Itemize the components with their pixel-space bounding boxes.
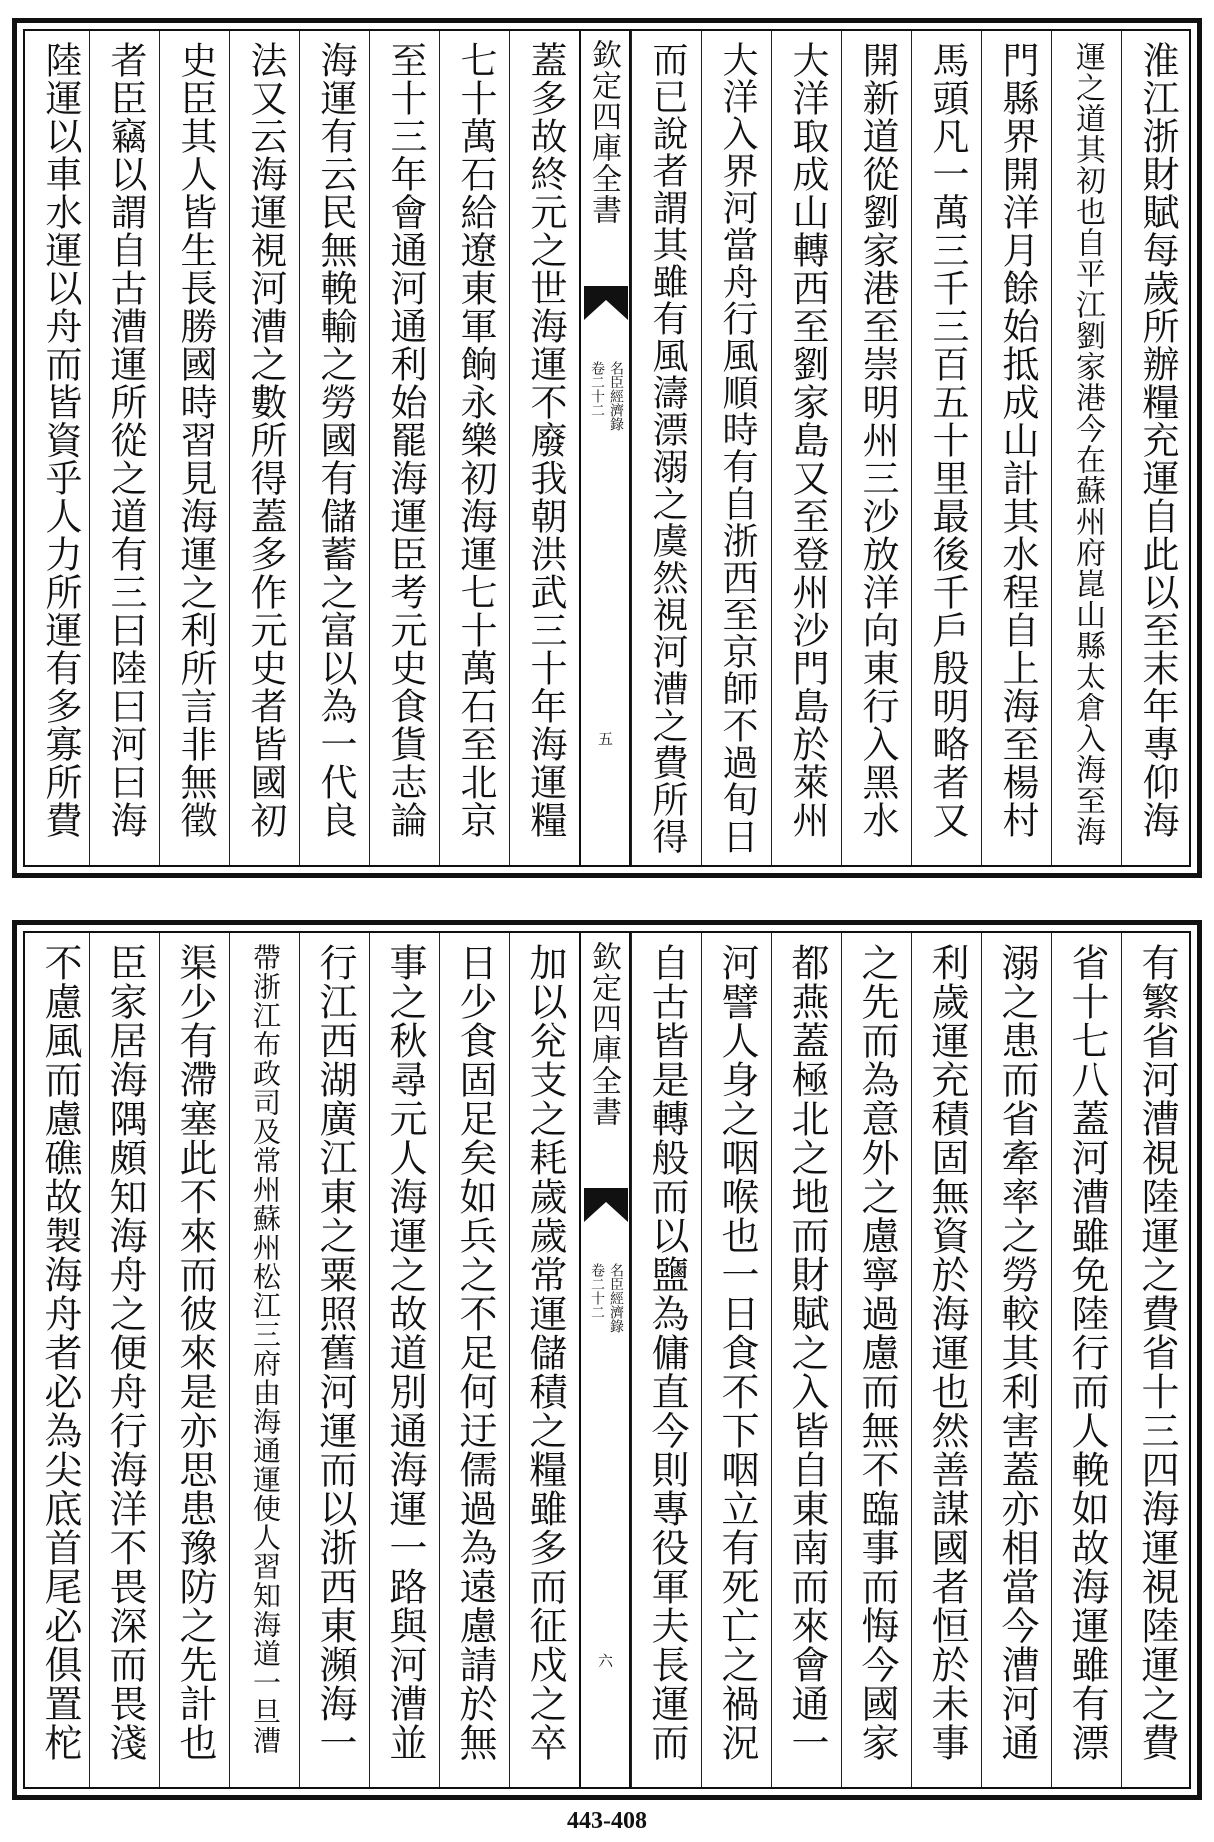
text-column: 法又云海運視河漕之數所得蓋多作元史者皆國初	[229, 31, 299, 865]
text-column: 省十七八蓋河漕雖免陸行而人輓如故海運雖有漂	[1051, 933, 1121, 1787]
volume-number: 卷二十二	[589, 1263, 605, 1319]
text-column: 自古皆是轉般而以鹽為傭直今則專役軍夫長運而	[631, 933, 701, 1787]
text-column: 運之道其初也自平江劉家港今在蘇州府崑山縣太倉入海至海	[1051, 31, 1121, 865]
center-gutter	[579, 933, 631, 1787]
text-column: 大洋入界河當舟行風順時有自浙西至京師不過旬日	[701, 31, 771, 865]
bottom-page-frame	[23, 931, 1191, 1789]
text-column: 渠少有滯塞此不來而彼來是亦思患豫防之先計也	[159, 933, 229, 1787]
text-column: 都燕蓋極北之地而財賦之入皆自東南而來會通一	[771, 933, 841, 1787]
text-column: 臣家居海隅頗知海舟之便舟行海洋不畏深而畏淺	[89, 933, 159, 1787]
text-column: 淮江浙財賦每歲所辦糧充運自此以至末年專仰海	[1121, 31, 1191, 865]
text-column: 利歲運充積固無資於海運也然善謀國者恒於未事	[911, 933, 981, 1787]
top-page-frame	[23, 29, 1191, 867]
text-column: 開新道從劉家港至崇明州三沙放洋向東行入黑水	[841, 31, 911, 865]
text-column: 海運有云民無輓輸之勞國有儲蓄之富以為一代良	[299, 31, 369, 865]
page-number: 六	[596, 1653, 614, 1668]
center-gutter	[579, 31, 631, 865]
page-footer-number: 443-408	[567, 1808, 647, 1834]
page-number: 五	[596, 731, 614, 746]
section-title: 名臣經濟錄	[608, 1263, 624, 1333]
text-column: 至十三年會通河通利始罷海運臣考元史食貨志論	[369, 31, 439, 865]
text-column: 蓋多故終元之世海運不廢我朝洪武三十年海運糧	[509, 31, 579, 865]
text-column: 者臣竊以謂自古漕運所從之道有三曰陸曰河曰海	[89, 31, 159, 865]
text-column: 門縣界開洋月餘始抵成山計其水程自上海至楊村	[981, 31, 1051, 865]
volume-number: 卷二十二	[589, 361, 605, 417]
book-title: 欽定四庫全書	[586, 39, 621, 225]
text-column: 大洋取成山轉西至劉家島又至登州沙門島於萊州	[771, 31, 841, 865]
text-column: 有繁省河漕視陸運之費省十三四海運視陸運之費	[1121, 933, 1191, 1787]
fish-tail-mark-icon	[584, 1188, 628, 1222]
bottom-page	[12, 920, 1202, 1800]
section-title: 名臣經濟錄	[608, 361, 624, 431]
text-column: 溺之患而省牽率之勞較其利害蓋亦相當今漕河通	[981, 933, 1051, 1787]
text-column: 陸運以車水運以舟而皆資乎人力所運有多寡所費	[39, 41, 82, 839]
text-column: 事之秋尋元人海運之故道別通海運一路與河漕並	[369, 933, 439, 1787]
text-column: 日少食固足矣如兵之不足何迂儒過為遠慮請於無	[439, 933, 509, 1787]
text-column: 行江西湖廣江東之粟照舊河運而以浙西東瀕海一	[299, 933, 369, 1787]
text-column: 而已說者謂其雖有風濤漂溺之虞然視河漕之費所得	[631, 31, 701, 865]
text-column: 之先而為意外之慮寧過慮而無不臨事而悔今國家	[841, 933, 911, 1787]
text-column: 加以兊支之耗歲歲常運儲積之糧雖多而征戍之卒	[509, 933, 579, 1787]
text-column: 不慮風而慮礁故製海舟者必為尖底首尾必俱置柁	[38, 943, 82, 1762]
text-column: 河譬人身之咽喉也一日食不下咽立有死亡之禍況	[701, 933, 771, 1787]
text-column: 馬頭凡一萬三千三百五十里最後千戶殷明略者又	[911, 31, 981, 865]
book-title: 欽定四庫全書	[586, 941, 621, 1127]
text-column: 帶浙江布政司及常州蘇州松江三府由海通運使人習知海道一旦漕	[229, 933, 299, 1787]
text-column: 七十萬石給遼東軍餉永樂初海運七十萬石至北京	[439, 31, 509, 865]
top-page	[12, 18, 1202, 878]
fish-tail-mark-icon	[584, 286, 628, 320]
text-column: 史臣其人皆生長勝國時習見海運之利所言非無徵	[159, 31, 229, 865]
